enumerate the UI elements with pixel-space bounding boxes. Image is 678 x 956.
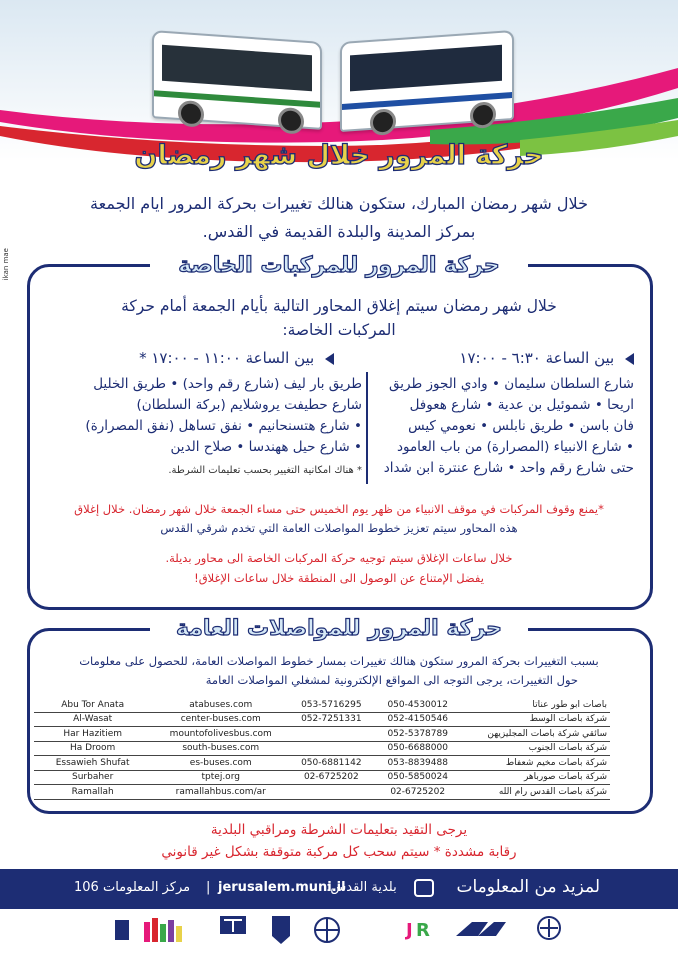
arrow-icon [325,353,334,365]
jr-logo [402,914,432,948]
table-cell-phone1: 052-5378789 [373,727,463,742]
table-cell-name-ar: شركة باصات الوسط [463,712,610,727]
info-center-label: مركز المعلومات 106 [74,880,191,895]
intro-line: بمركز المدينة والبلدة القديمة في القدس. [202,222,476,241]
intro-line: خلال شهر رمضان المبارك، ستكون هنالك تغييرات بحركة المرور ايام الجمعة [90,194,588,213]
table-cell-name-en: Essawieh Shufat [34,756,151,771]
table-cell-phone2: 052-7251331 [290,712,372,727]
table-cell-site[interactable]: es-buses.com [151,756,290,771]
private-vehicles-banner: حركة المرور للمركبات الخاصة [150,249,528,283]
side-credit: ikan mae [2,248,10,281]
logo-6 [218,914,248,948]
public-intro [0,652,678,690]
public-transport-logo [452,914,510,948]
street-line: • شارع هتسنحانيم • نفق تساهل (نفق المصرارة) [85,418,362,434]
table-cell-site[interactable]: mountofolivesbus.com [151,727,290,742]
arrow-icon [625,353,634,365]
municipality-emblem [270,914,292,948]
street-line: حتى شارع رقم واحد • شارع عنترة ابن شداد [383,460,634,476]
more-info-label: لمزيد من المعلومات [456,877,600,897]
left-column-streets [36,374,362,480]
table-cell-name-en: Al-Wasat [34,712,151,727]
footer-bar [0,869,678,909]
table-cell-phone1: 050-6688000 [373,741,463,756]
public-intro-line: حول التغييرات، يرجى التوجه الى المواقع الإلكترونية لمشغلي المواصلات العامة [205,673,578,687]
redirect-line: يفضل الإمتناع عن الوصول الى المنطقة خلال ساعات الإغلاق! [194,571,484,585]
private-intro-line: المركبات الخاصة: [282,321,396,339]
police-line: يرجى التقيد بتعليمات الشرطة ومراقبي البلدية [210,822,468,838]
bus-left-image [152,30,322,130]
table-row [34,698,610,712]
bus-right-image [340,30,514,132]
public-transport-banner: حركة المرور للمواصلات العامة [150,613,528,645]
table-cell-name-ar: شركة باصات الجنوب [463,741,610,756]
table-cell-site[interactable]: center-buses.com [151,712,290,727]
light-rail-logo [310,914,360,948]
right-column-streets [334,374,634,479]
table-cell-phone2 [290,785,372,800]
street-line: شارع السلطان سليمان • وادي الجوز طريق [388,376,634,392]
street-line: • شارع حيل ههندسا • صلاح الدين [170,439,362,455]
table-cell-phone1: 052-4150546 [373,712,463,727]
public-intro-line: بسبب التغييرات بحركة المرور ستكون هنالك تغييرات بمسار خطوط المواصلات العامة، للحصول على معلومات [79,654,599,668]
private-intro [0,294,678,342]
left-header-text: بين الساعة ١١:٠٠ - ١٧:٠٠ * [139,349,315,367]
table-cell-name-en: Har Hazitiem [34,727,151,742]
table-cell-phone1: 050-4530012 [373,698,463,712]
table-row [34,727,610,742]
table-cell-phone2 [290,741,372,756]
table-cell-phone2: 053-5716295 [290,698,372,712]
right-column-header [459,349,634,367]
table-cell-site[interactable]: south-buses.com [151,741,290,756]
street-line: طريق بار ليف (شارع رقم واحد) • طريق الخليل [93,376,362,392]
parking-warning [36,500,642,538]
table-row [34,712,610,727]
redirect-note [36,548,642,588]
operators-table [34,698,610,800]
left-column-header [139,349,334,367]
street-line: شارع حطيفت يروشلايم (بركة السلطان) [136,397,362,413]
towing-line: رقابة مشددة * سيتم سحب كل مركبة متوقفة بشكل غير قانوني [161,844,517,860]
table-cell-phone2 [290,727,372,742]
svg-text:R: R [416,920,430,941]
website-link[interactable]: jerusalem.muni.il [218,880,346,895]
transport-ministry-logo [526,914,572,948]
table-cell-phone1: 02-6725202 [373,785,463,800]
chat-icon [414,879,434,897]
intro-text [0,190,678,246]
jerusalem-festival-logo [140,914,196,948]
table-cell-name-ar: باصات ابو طور عناتا [463,698,610,712]
footnote: * هناك امكانية التغيير بحسب تعليمات الشرطة. [168,465,362,476]
municipality-label: بلدية القدس: [326,880,397,895]
table-row [34,785,610,800]
table-cell-name-ar: شركة باصات القدس رام الله [463,785,610,800]
table-cell-phone1: 050-5850024 [373,770,463,785]
street-line: اريحا • شموئيل بن عدية • شارع هعوفل [409,397,634,413]
page-title: حركة المرور خلال شهر رمضان [134,140,544,171]
footer-separator: | [206,880,211,895]
table-cell-name-ar: شركة باصات مخيم شعفاط [463,756,610,771]
table-cell-phone1: 053-8839488 [373,756,463,771]
street-line: • شارع الانبياء (المصرارة) من باب العامود [396,439,634,455]
svg-text:J: J [406,920,413,941]
table-cell-phone2: 02-6725202 [290,770,372,785]
redirect-line: خلال ساعات الإغلاق سيتم توجيه حركة المركبات الخاصة الى محاور بديلة. [165,551,513,565]
street-line: فان باسن • طريق نابلس • نعومي كيس [408,418,634,434]
private-intro-line: خلال شهر رمضان سيتم إغلاق المحاور التالية بأيام الجمعة أمام حركة [121,297,557,315]
table-cell-name-en: Surbaher [34,770,151,785]
logos-strip [0,909,678,956]
table-cell-site[interactable]: atabuses.com [151,698,290,712]
table-cell-name-en: Ha Droom [34,741,151,756]
warning-line: *يمنع وقوف المركبات في موقف الانبياء من ظهر يوم الخميس حتى مساء الجمعة خلال شهر رمضان. خلال إغلاق [74,502,604,516]
table-cell-name-ar: سائقي شركة باصات المجليزيهن [463,727,610,742]
table-cell-phone2: 050-6881142 [290,756,372,771]
table-cell-name-en: Abu Tor Anata [34,698,151,712]
table-cell-site[interactable]: ramallahbus.com/ar [151,785,290,800]
logo-8 [112,914,132,948]
table-cell-name-ar: شركة باصات صورباهر [463,770,610,785]
table-cell-site[interactable]: tptej.org [151,770,290,785]
table-cell-name-en: Ramallah [34,785,151,800]
table-row [34,770,610,785]
warning-line: هذه المحاور سيتم تعزيز خطوط المواصلات العامة التي تخدم شرقي القدس [160,521,518,535]
table-row [34,741,610,756]
right-header-text: بين الساعة ٦:٣٠ - ١٧:٠٠ [459,349,615,367]
table-row [34,756,610,771]
